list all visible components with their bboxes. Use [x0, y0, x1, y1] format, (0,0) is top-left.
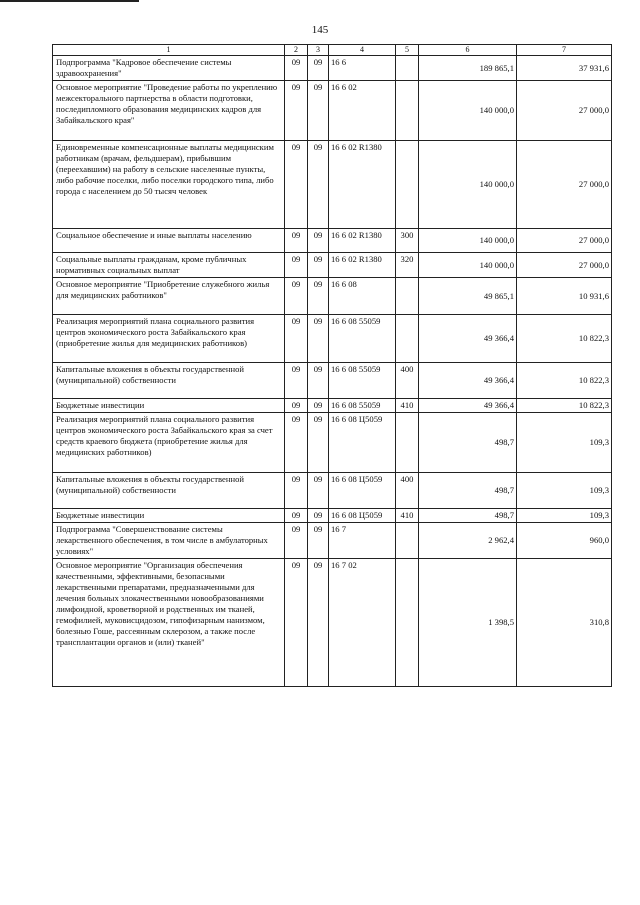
row-c4: 16 6 08 Ц5059 [329, 473, 396, 509]
row-c3: 09 [308, 509, 329, 523]
row-name: Капитальные вложения в объекты государственной (муниципальной) собственности [53, 473, 285, 509]
header-cell: 4 [329, 45, 396, 56]
row-c2: 09 [285, 81, 308, 141]
row-c6: 49 865,1 [419, 278, 517, 315]
row-c5: 300 [396, 229, 419, 253]
row-c5 [396, 523, 419, 559]
row-c4: 16 7 02 [329, 559, 396, 687]
row-name: Подпрограмма "Совершенствование системы лекарственного обеспечения, в том числе в амбулаторных условиях" [53, 523, 285, 559]
table-row [53, 363, 612, 399]
table-row [53, 509, 612, 523]
row-c3: 09 [308, 81, 329, 141]
row-c4: 16 6 02 R1380 [329, 253, 396, 278]
row-name: Основное мероприятие "Приобретение служебного жилья для медицинских работников" [53, 278, 285, 315]
row-c2: 09 [285, 473, 308, 509]
row-name: Подпрограмма "Кадровое обеспечение системы здравоохранения" [53, 56, 285, 81]
row-c4: 16 6 08 55059 [329, 363, 396, 399]
row-c6: 498,7 [419, 413, 517, 473]
page-number: 145 [311, 24, 329, 36]
row-c6: 189 865,1 [419, 56, 517, 81]
table-row [53, 141, 612, 229]
row-c2: 09 [285, 413, 308, 473]
header-cell: 2 [285, 45, 308, 56]
row-c5 [396, 81, 419, 141]
row-c5: 400 [396, 363, 419, 399]
row-c5: 320 [396, 253, 419, 278]
row-c5: 410 [396, 509, 419, 523]
row-c6: 140 000,0 [419, 253, 517, 278]
row-c5: 400 [396, 473, 419, 509]
row-c3: 09 [308, 413, 329, 473]
row-c7: 10 822,3 [517, 315, 612, 363]
row-c6: 49 366,4 [419, 315, 517, 363]
header-cell: 3 [308, 45, 329, 56]
top-rule [0, 0, 139, 2]
row-c7: 960,0 [517, 523, 612, 559]
row-name: Социальные выплаты гражданам, кроме публичных нормативных социальных выплат [53, 253, 285, 278]
row-c6: 1 398,5 [419, 559, 517, 687]
row-c3: 09 [308, 141, 329, 229]
row-c4: 16 6 08 Ц5059 [329, 413, 396, 473]
row-c4: 16 6 08 55059 [329, 399, 396, 413]
row-c2: 09 [285, 56, 308, 81]
table-row [53, 559, 612, 687]
table-row [53, 81, 612, 141]
row-name: Бюджетные инвестиции [53, 399, 285, 413]
row-c3: 09 [308, 473, 329, 509]
row-c4: 16 6 02 [329, 81, 396, 141]
row-c7: 10 822,3 [517, 363, 612, 399]
row-name: Бюджетные инвестиции [53, 509, 285, 523]
table-row [53, 523, 612, 559]
row-c3: 09 [308, 253, 329, 278]
row-c7: 109,3 [517, 413, 612, 473]
row-c6: 140 000,0 [419, 81, 517, 141]
table-row [53, 253, 612, 278]
row-c6: 498,7 [419, 509, 517, 523]
row-c7: 10 822,3 [517, 399, 612, 413]
row-c4: 16 6 [329, 56, 396, 81]
row-c3: 09 [308, 315, 329, 363]
table-row [53, 229, 612, 253]
row-c2: 09 [285, 399, 308, 413]
row-c5: 410 [396, 399, 419, 413]
row-c4: 16 6 02 R1380 [329, 141, 396, 229]
row-c4: 16 6 08 55059 [329, 315, 396, 363]
row-c3: 09 [308, 363, 329, 399]
row-c5 [396, 315, 419, 363]
row-c7: 109,3 [517, 473, 612, 509]
table-row [53, 413, 612, 473]
row-c7: 310,8 [517, 559, 612, 687]
row-name: Реализация мероприятий плана социального развития центров экономического роста Забайкальского края (приобретение жилья для медицинских работников) [53, 315, 285, 363]
row-c5 [396, 559, 419, 687]
row-c6: 49 366,4 [419, 399, 517, 413]
row-c7: 27 000,0 [517, 229, 612, 253]
row-c3: 09 [308, 56, 329, 81]
row-c6: 49 366,4 [419, 363, 517, 399]
row-c5 [396, 56, 419, 81]
row-c5 [396, 278, 419, 315]
table-header-row [53, 45, 612, 56]
budget-table [52, 44, 612, 687]
row-c7: 109,3 [517, 509, 612, 523]
row-c6: 140 000,0 [419, 141, 517, 229]
header-cell: 7 [517, 45, 612, 56]
table-row [53, 399, 612, 413]
row-c4: 16 6 08 Ц5059 [329, 509, 396, 523]
row-c7: 10 931,6 [517, 278, 612, 315]
row-name: Социальное обеспечение и иные выплаты населению [53, 229, 285, 253]
table-row [53, 278, 612, 315]
table-row [53, 473, 612, 509]
row-c2: 09 [285, 363, 308, 399]
table-row [53, 56, 612, 81]
row-c3: 09 [308, 399, 329, 413]
row-c4: 16 7 [329, 523, 396, 559]
header-cell: 1 [53, 45, 285, 56]
row-c3: 09 [308, 559, 329, 687]
row-name: Капитальные вложения в объекты государственной (муниципальной) собственности [53, 363, 285, 399]
header-cell: 5 [396, 45, 419, 56]
row-c2: 09 [285, 523, 308, 559]
table-row [53, 315, 612, 363]
row-c5 [396, 141, 419, 229]
row-c2: 09 [285, 278, 308, 315]
row-c6: 140 000,0 [419, 229, 517, 253]
row-c2: 09 [285, 559, 308, 687]
row-c5 [396, 413, 419, 473]
row-c4: 16 6 02 R1380 [329, 229, 396, 253]
row-name: Основное мероприятие "Организация обеспечения качественными, эффективными, безопасными лекарственными препаратами, предназначенными для лечения больных злокачественными новообразованиями лимфоидной, кроветворной и родственных им тканей, гемофилией, муковисцидозом, гипофизарным нанизмом, болезнью Гоше, рассеянным склерозом, а также после трансплантации органов и (или) тканей" [53, 559, 285, 687]
row-c7: 37 931,6 [517, 56, 612, 81]
row-c7: 27 000,0 [517, 81, 612, 141]
row-name: Основное мероприятие "Проведение работы по укреплению межсекторального партнерства в области подготовки, последипломного образования медицинских кадров для Забайкальского края" [53, 81, 285, 141]
row-c2: 09 [285, 229, 308, 253]
row-c2: 09 [285, 253, 308, 278]
row-c6: 2 962,4 [419, 523, 517, 559]
row-c4: 16 6 08 [329, 278, 396, 315]
header-cell: 6 [419, 45, 517, 56]
row-c2: 09 [285, 315, 308, 363]
row-c6: 498,7 [419, 473, 517, 509]
row-c3: 09 [308, 523, 329, 559]
row-c7: 27 000,0 [517, 141, 612, 229]
row-c3: 09 [308, 278, 329, 315]
row-c7: 27 000,0 [517, 253, 612, 278]
row-name: Единовременные компенсационные выплаты медицинским работникам (врачам, фельдшерам), прибывшим (переехавшим) на работу в сельские населенные пункты, либо рабочие поселки, либо поселки городского типа, либо города с населением до 50 тысяч человек [53, 141, 285, 229]
row-c3: 09 [308, 229, 329, 253]
row-c2: 09 [285, 141, 308, 229]
row-c2: 09 [285, 509, 308, 523]
row-name: Реализация мероприятий плана социального развития центров экономического роста Забайкальского края за счет средств краевого бюджета (приобретение жилья для медицинских работников) [53, 413, 285, 473]
